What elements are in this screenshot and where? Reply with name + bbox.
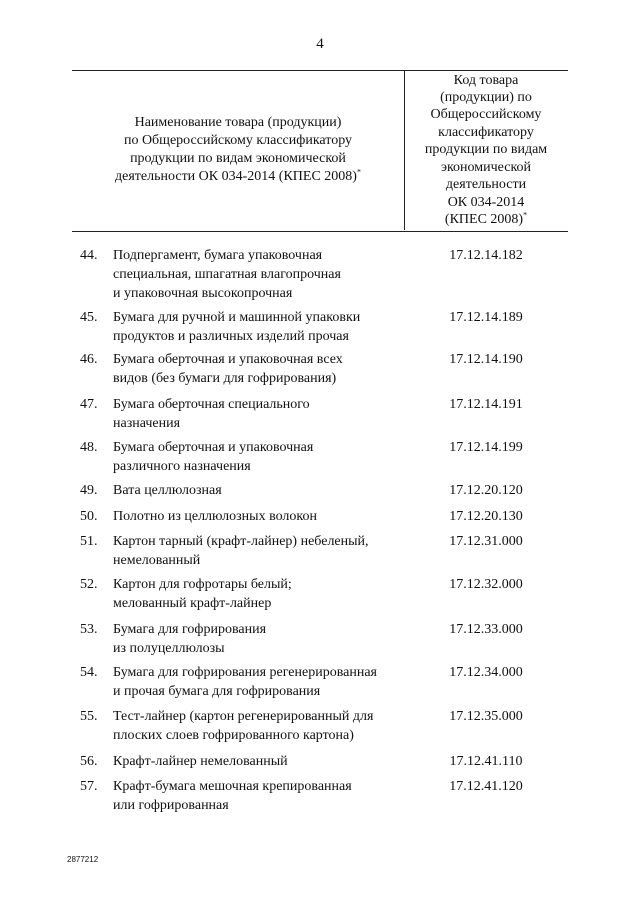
header-name-line: Наименование товара (продукции) xyxy=(134,115,342,130)
header-code-line-text: (КПЕС 2008) xyxy=(444,211,524,227)
row-product-code: 17.12.35.000 xyxy=(449,709,523,724)
header-code-line xyxy=(425,211,547,228)
row-number: 56. xyxy=(80,754,98,769)
row-name-line: и прочая бумага для гофрирования xyxy=(113,684,321,699)
row-name-line: Полотно из целлюлозных волокон xyxy=(113,509,317,524)
header-name-line-text: деятельности ОК 034-2014 (КПЕС 2008) xyxy=(115,169,357,184)
row-name-line: Вата целлюлозная xyxy=(113,483,222,498)
row-number: 48. xyxy=(80,440,98,455)
row-product-name xyxy=(113,752,408,771)
row-name-line: Картон тарный (крафт-лайнер) небеленый, xyxy=(113,534,369,549)
row-product-name xyxy=(113,350,408,388)
row-name-line: мелованный крафт-лайнер xyxy=(113,596,272,611)
row-number: 54. xyxy=(80,665,98,680)
row-product-code: 17.12.41.120 xyxy=(449,779,523,794)
row-number: 46. xyxy=(80,352,98,367)
header-code-line: классификатору xyxy=(438,124,534,140)
row-product-name xyxy=(113,707,408,745)
row-product-name xyxy=(113,481,408,500)
row-name-line: плоских слоев гофрированного картона) xyxy=(113,728,354,743)
row-product-name xyxy=(113,532,408,570)
row-name-line: или гофрированная xyxy=(113,798,229,813)
row-name-line: специальная, шпагатная влагопрочная xyxy=(113,267,341,282)
row-name-line: Картон для гофротары белый; xyxy=(113,577,292,592)
row-name-line: из полуцеллюлозы xyxy=(113,641,225,656)
footnote-mark: * xyxy=(356,167,361,177)
header-name-line xyxy=(115,168,361,186)
row-name-line: Бумага оберточная специального xyxy=(113,397,310,412)
row-number: 57. xyxy=(80,779,98,794)
row-name-line: Бумага для гофрирования регенерированная xyxy=(113,665,377,680)
row-product-name xyxy=(113,575,408,613)
row-name-line: Бумага для гофрирования xyxy=(113,622,267,637)
row-product-name xyxy=(113,620,408,658)
row-product-name xyxy=(113,507,408,526)
row-product-name xyxy=(113,777,408,815)
row-number: 53. xyxy=(80,622,98,637)
row-name-line: и упаковочная высокопрочная xyxy=(113,286,293,301)
row-name-line: видов (без бумаги для гофрирования) xyxy=(113,371,337,386)
row-number: 49. xyxy=(80,483,98,498)
row-number: 44. xyxy=(80,248,98,263)
document-code: 2877212 xyxy=(67,855,99,864)
header-code-line: экономической xyxy=(440,159,532,175)
row-name-line: Крафт-лайнер немелованный xyxy=(113,754,288,769)
header-code-line: ОК 034-2014 xyxy=(447,194,525,210)
header-code-line: деятельности xyxy=(445,177,527,193)
row-number: 51. xyxy=(80,534,98,549)
row-product-code: 17.12.14.190 xyxy=(449,352,523,367)
row-product-code: 17.12.33.000 xyxy=(449,622,523,637)
row-number: 47. xyxy=(80,397,98,412)
row-product-name xyxy=(113,395,408,433)
row-product-code: 17.12.20.120 xyxy=(449,483,523,498)
row-product-code: 17.12.41.110 xyxy=(449,754,523,769)
row-product-code: 17.12.14.199 xyxy=(449,440,523,455)
row-number: 52. xyxy=(80,577,98,592)
row-product-name xyxy=(113,308,408,346)
row-product-code: 17.12.14.182 xyxy=(449,248,523,263)
header-code-line: продукции по видам xyxy=(424,142,548,158)
row-name-line: немелованный xyxy=(113,553,201,568)
row-product-code: 17.12.32.000 xyxy=(449,577,523,592)
row-name-line: различного назначения xyxy=(113,459,251,474)
row-number: 55. xyxy=(80,709,98,724)
row-name-line: Бумага оберточная и упаковочная всех xyxy=(113,352,343,367)
row-number: 50. xyxy=(80,509,98,524)
row-product-code: 17.12.31.000 xyxy=(449,534,523,549)
row-name-line: Тест-лайнер (картон регенерированный для xyxy=(113,709,374,724)
header-product-code xyxy=(404,70,568,230)
row-name-line: Подпергамент, бумага упаковочная xyxy=(113,248,323,263)
row-product-name xyxy=(113,438,408,476)
header-code-line: Общероссийскому xyxy=(430,107,542,123)
row-product-name xyxy=(113,663,408,701)
row-product-code: 17.12.34.000 xyxy=(449,665,523,680)
row-product-code: 17.12.14.189 xyxy=(449,310,523,325)
header-name-line: продукции по видам экономической xyxy=(130,151,346,166)
row-name-line: назначения xyxy=(113,416,181,431)
page-number: 4 xyxy=(316,36,324,52)
row-product-code: 17.12.14.191 xyxy=(449,397,523,412)
row-product-name xyxy=(113,246,408,303)
row-name-line: Бумага для ручной и машинной упаковки xyxy=(113,310,361,325)
row-name-line: продуктов и различных изделий прочая xyxy=(113,329,349,344)
header-product-name xyxy=(72,70,404,230)
header-code-line: Код товара xyxy=(453,72,519,88)
row-number: 45. xyxy=(80,310,98,325)
row-name-line: Крафт-бумага мешочная крепированная xyxy=(113,779,352,794)
header-code-line: (продукции) по xyxy=(440,90,532,106)
row-product-code: 17.12.20.130 xyxy=(449,509,523,524)
footnote-mark: * xyxy=(523,210,528,220)
header-name-line: по Общероссийскому классификатору xyxy=(123,133,353,148)
row-name-line: Бумага оберточная и упаковочная xyxy=(113,440,314,455)
